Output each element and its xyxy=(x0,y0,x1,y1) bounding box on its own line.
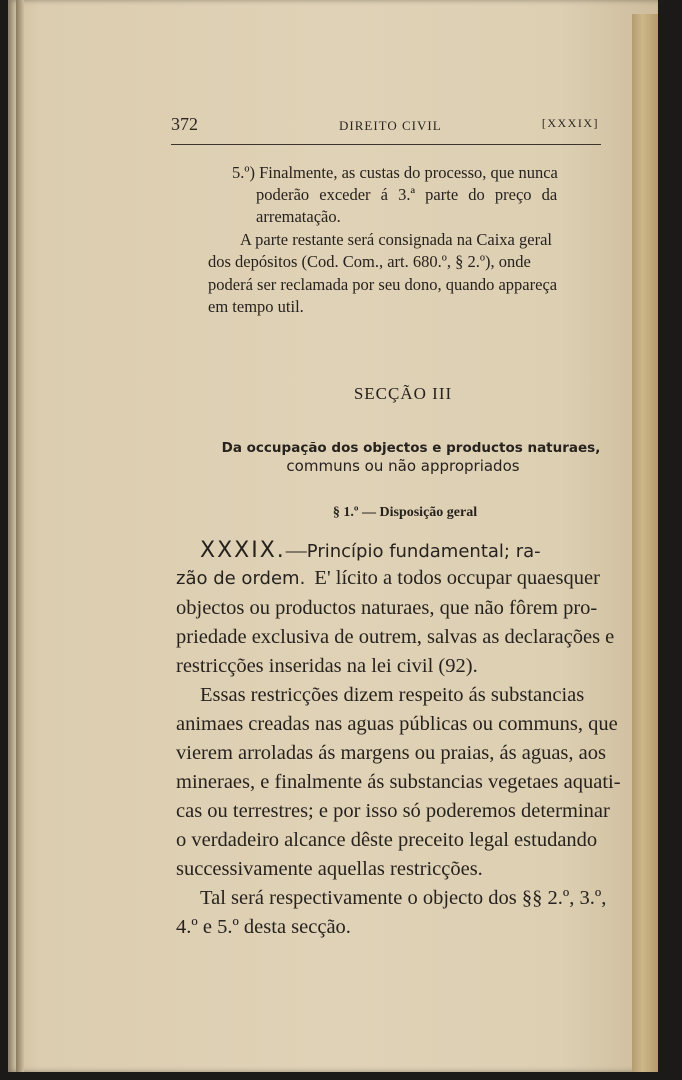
text-line: dos depósitos (Cod. Com., art. 680.º, § 2.º), onde xyxy=(208,252,531,271)
text-line: poderão exceder á 3.ª parte do preço da xyxy=(256,185,558,204)
text-line: Essas restricções dizem respeito ás substancias xyxy=(200,684,585,706)
section-subheading: § 1.º — Disposição geral xyxy=(332,505,478,520)
book-page xyxy=(8,0,658,1072)
article-heading-line-2 xyxy=(176,567,600,590)
text-line: poderá ser reclamada por seu dono, quando appareça xyxy=(208,275,558,294)
section-reference: [XXXIX] xyxy=(541,116,599,130)
article-heading-cont: zão de ordem. xyxy=(176,568,306,589)
text-line: 4.º e 5.º desta secção. xyxy=(176,916,351,938)
running-title: DIREITO CIVIL xyxy=(339,118,442,133)
text-line: animaes creadas nas aguas públicas ou communs, que xyxy=(176,713,618,735)
text-line: A parte restante será consignada na Caixa geral xyxy=(240,230,552,249)
article-heading: Princípio fundamental; ra- xyxy=(306,541,541,562)
text-line: arrematação. xyxy=(256,207,341,226)
text-line: em tempo util. xyxy=(208,297,304,316)
section-title: SECÇÃO III xyxy=(353,384,453,403)
text-line: cas ou terrestres; e por isso só poderemos determinar xyxy=(176,800,610,822)
text-line: successivamente aquellas restricções. xyxy=(176,858,483,880)
text-line: o verdadeiro alcance dêste preceito legal estudando xyxy=(176,829,598,851)
section-subtitle-line-1: Da occupação dos objectos e productos naturaes, xyxy=(221,440,601,456)
article-heading-line xyxy=(200,538,541,563)
page-number: 372 xyxy=(171,114,198,134)
article-number: XXXIX. xyxy=(200,538,286,563)
text-line: priedade exclusiva de outrem, salvas as declarações e xyxy=(176,626,615,648)
text-line: E' lícito a todos occupar quaesquer xyxy=(314,567,600,589)
article-xxxix xyxy=(8,0,658,1072)
text-line: mineraes, e finalmente ás substancias vegetaes aquati- xyxy=(176,771,621,793)
text-line: Tal será respectivamente o objecto dos §§ 2.º, 3.º, xyxy=(200,887,607,909)
text-line: restricções inseridas na lei civil (92). xyxy=(176,655,478,677)
article-dash: — xyxy=(285,538,307,562)
text-line: objectos ou productos naturaes, que não fôrem pro- xyxy=(176,597,598,619)
text-line: 5.º) Finalmente, as custas do processo, que nunca xyxy=(232,163,558,182)
section-subtitle-line-2: communs ou não appropriados xyxy=(286,457,520,475)
text-line: vierem arroladas ás margens ou praias, ás aguas, aos xyxy=(176,742,606,764)
